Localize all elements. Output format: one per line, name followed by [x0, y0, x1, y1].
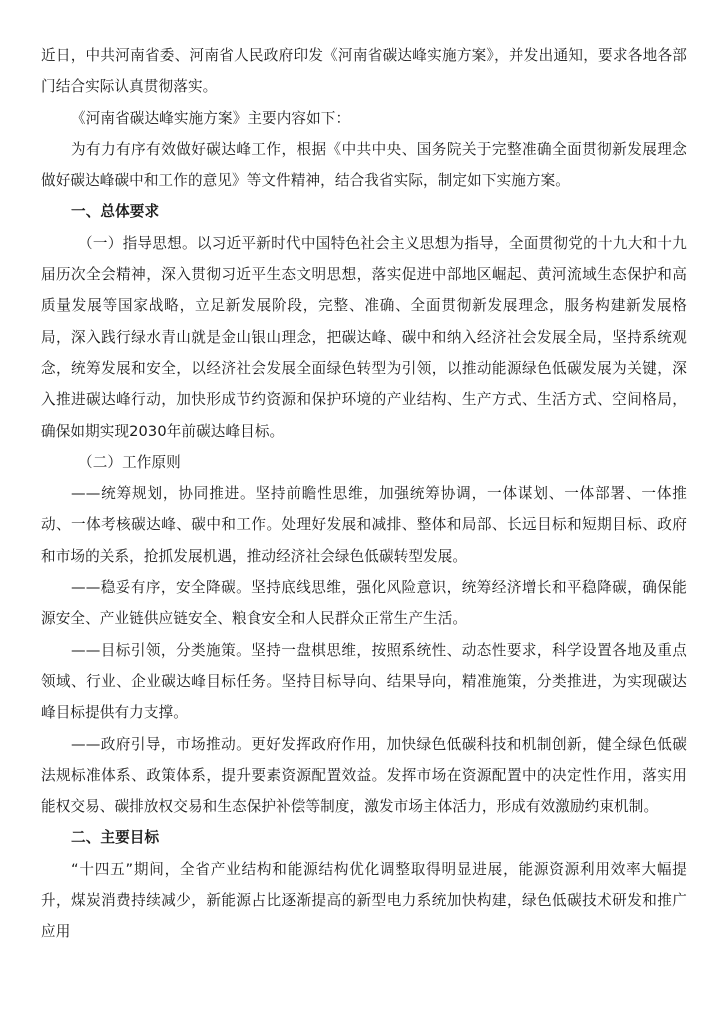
lead-paragraph: 《河南省碳达峰实施方案》主要内容如下：	[71, 109, 351, 127]
guiding-thought-paragraph	[41, 228, 687, 447]
goals-paragraph: “十四五”期间，全省产业结构和能源结构优化调整取得明显进展，能源资源利用效率大幅提升，煤炭消费持续减少，新能源占比逐渐提高的新型电力系统加快构建，绿色低碳技术研发和推广应用	[41, 860, 687, 941]
principle-1-paragraph: ——统筹规划，协同推进。坚持前瞻性思维，加强统筹协调，一体谋划、一体部署、一体推动、一体考核碳达峰、碳中和工作。处理好发展和减排、整体和局部、长远目标和短期目标、政府和市场的关系，抢抓发展机遇，推动经济社会绿色低碳转型发展。	[41, 485, 687, 565]
guiding-thought-text: 以习近平新时代中国特色社会主义思想为指导，全面贯彻党的十九大和十九届历次全会精神，深入贯彻习近平生态文明思想，落实促进中部地区崛起、黄河流域生态保护和高质量发展等国家战略，立足新发展阶段，完整、准确、全面贯彻新发展理念，服务构建新发展格局，深入践行绿水青山就是金山银山理念，把碳达峰、碳中和纳入经济社会发展全局，坚持系统观念，统筹发展和安全，以经济社会发展全面绿色转型为引领，以推动能源绿色低碳发展为关键，深入推进碳达峰行动，加快形成节约资源和保护环境的产业结构、生产方式、生活方式、空间格局，确保如期实现2030年前碳达峰目标。	[41, 234, 687, 440]
principle-3-paragraph: ——目标引领，分类施策。坚持一盘棋思维，按照系统性、动态性要求，科学设置各地及重点领域、行业、企业碳达峰目标任务。坚持目标导向、结果导向，精准施策，分类推进，为实现碳达峰目标提供有力支撑。	[41, 641, 687, 722]
document-page	[41, 40, 687, 948]
guiding-thought-label: （一）指导思想。	[78, 234, 197, 252]
preamble-paragraph: 为有力有序有效做好碳达峰工作，根据《中共中央、国务院关于完整准确全面贯彻新发展理念做好碳达峰碳中和工作的意见》等文件精神，结合我省实际，制定如下实施方案。	[41, 140, 687, 190]
intro-paragraph: 近日，中共河南省委、河南省人民政府印发《河南省碳达峰实施方案》，并发出通知，要求各地各部门结合实际认真贯彻落实。	[41, 47, 687, 96]
section-2-heading: 二、主要目标	[71, 829, 160, 847]
principle-2-paragraph: ——稳妥有序，安全降碳。坚持底线思维，强化风险意识，统筹经济增长和平稳降碳，确保能源安全、产业链供应链安全、粮食安全和人民群众正常生产生活。	[41, 579, 687, 628]
principle-4-paragraph: ——政府引导，市场推动。更好发挥政府作用，加快绿色低碳科技和机制创新，健全绿色低碳法规标准体系、政策体系，提升要素资源配置效益。发挥市场在资源配置中的决定性作用，落实用能权交易、碳排放权交易和生态保护补偿等制度，激发市场主体活力，形成有效激励约束机制。	[41, 735, 687, 816]
section-1-heading: 一、总体要求	[71, 203, 160, 221]
work-principles-label: （二）工作原则	[78, 453, 181, 471]
